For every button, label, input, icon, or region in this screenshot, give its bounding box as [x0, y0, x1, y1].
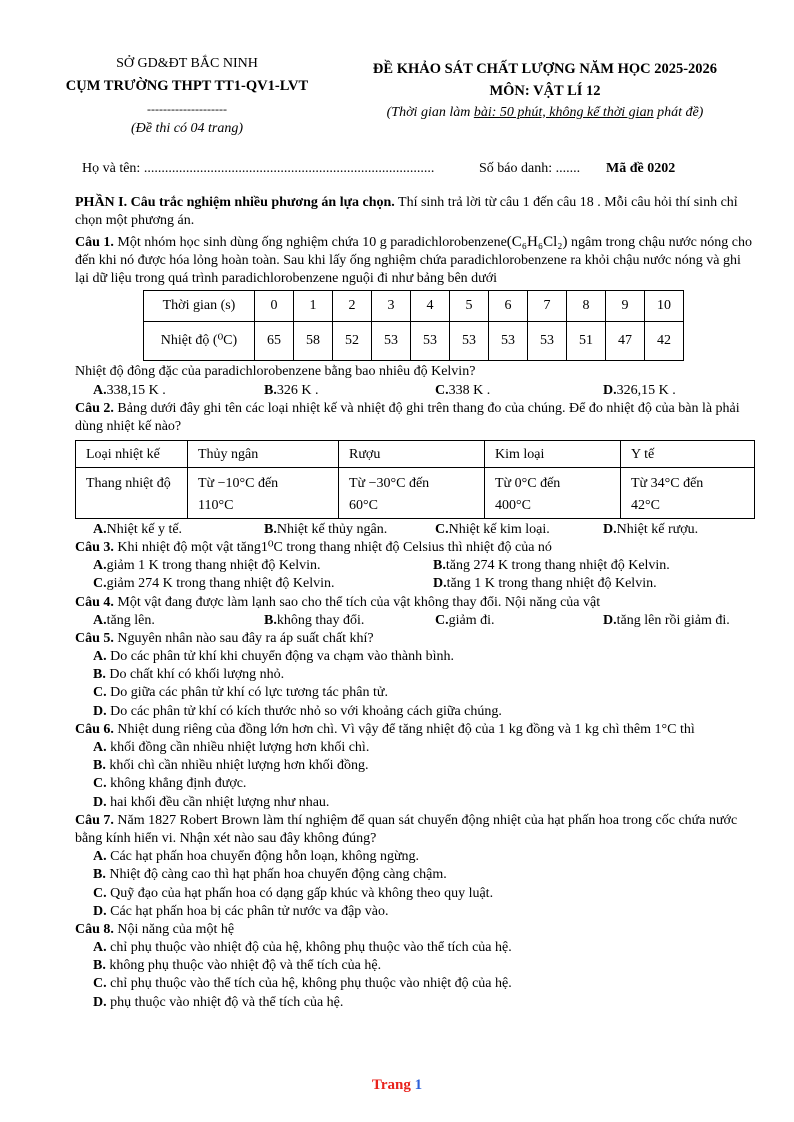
range-to: 110°C [198, 497, 234, 513]
option-text: Các hạt phấn hoa chuyển động hỗn loạn, không ngừng. [106, 849, 420, 865]
q2-range-cell [485, 468, 621, 518]
question-5 [75, 630, 755, 648]
q1-options [75, 382, 755, 400]
option-text: không phụ thuộc vào nhiệt độ và thể tích của hệ. [105, 958, 382, 974]
option-text: 338,15 K . [106, 382, 166, 398]
q1-time-cell: 8 [567, 291, 606, 322]
q4-options [75, 612, 755, 630]
option-text: 326 K . [276, 382, 319, 398]
q3-option-a[interactable] [93, 557, 433, 575]
q3-text: Khi nhiệt độ một vật tăng1⁰C trong thang nhiệt độ Celsius thì nhiệt độ của nó [113, 539, 552, 555]
option-key: B. [93, 758, 106, 774]
range-from: Từ −30°C đến [349, 476, 430, 492]
q7-option-a[interactable] [75, 848, 755, 866]
q3-options-row1 [75, 557, 755, 575]
q1-option-b[interactable] [264, 382, 435, 400]
q1-temp-label: Nhiệt độ (⁰C) [144, 322, 255, 361]
option-key: A. [93, 740, 107, 755]
q2-range-label: Thang nhiệt độ [76, 468, 188, 518]
option-text: giảm 274 K trong thang nhiệt độ Kelvin. [106, 576, 335, 592]
option-key: C. [93, 685, 107, 701]
option-key: A. [93, 849, 107, 865]
name-field: Họ và tên: ................................................................................... [82, 161, 435, 176]
q2-number: Câu 2. [75, 400, 114, 416]
q2-header-cell: Rượu [339, 441, 485, 468]
q1-time-cell: 4 [411, 291, 450, 322]
option-key: C. [435, 521, 449, 537]
q1-time-cell: 10 [645, 291, 684, 322]
range-to: 42°C [631, 497, 660, 513]
option-key: A. [93, 940, 107, 956]
option-key: B. [433, 558, 446, 574]
q6-option-a[interactable] [75, 739, 755, 757]
option-text: tăng 274 K trong thang nhiệt độ Kelvin. [445, 558, 670, 574]
q1-time-cell: 6 [489, 291, 528, 322]
option-key: C. [93, 776, 107, 792]
option-key: D. [603, 521, 617, 537]
question-2 [75, 400, 755, 436]
q1-temp-cell: 51 [567, 322, 606, 361]
option-text: chỉ phụ thuộc vào thể tích của hệ, không phụ thuộc vào nhiệt độ của hệ. [106, 976, 512, 992]
q3-option-c[interactable] [93, 575, 433, 593]
pages-note: (Đề thi có 04 trang) [131, 120, 243, 136]
exam-body [75, 160, 755, 1012]
q2-header-cell: Loại nhiệt kế [76, 441, 188, 468]
student-info [75, 160, 755, 178]
option-text: không khẳng định được. [106, 776, 247, 792]
option-key: C. [435, 612, 449, 628]
option-key: D. [93, 994, 107, 1010]
option-text: Nhiệt độ càng cao thì hạt phấn hoa chuyển động càng chậm. [105, 867, 447, 883]
q3-option-b[interactable] [433, 557, 670, 575]
page-footer [0, 1076, 794, 1096]
q3-number: Câu 3. [75, 539, 114, 555]
q2-option-b[interactable] [264, 521, 435, 539]
option-text: Nhiệt kế y tế. [106, 521, 183, 537]
q1-temp-cell: 58 [294, 322, 333, 361]
q4-option-a[interactable] [93, 612, 264, 630]
q5-text: Nguyên nhân nào sau đây ra áp suất chất khí? [113, 630, 374, 646]
q2-range-cell [188, 468, 339, 518]
q1-option-d[interactable] [603, 382, 676, 400]
option-text: Do giữa các phân tử khí có lực tương tác phân tử. [106, 685, 388, 701]
part1-intro [75, 194, 755, 230]
q1-temp-cell: 53 [450, 322, 489, 361]
q1-temp-cell: 42 [645, 322, 684, 361]
option-key: B. [264, 521, 277, 537]
option-key: B. [264, 382, 277, 398]
option-text: khối đồng cần nhiều nhiệt lượng hơn khối chì. [106, 740, 370, 755]
time-note [340, 104, 750, 122]
q1-temp-cell: 53 [411, 322, 450, 361]
option-key: D. [93, 703, 107, 719]
q7-option-c[interactable] [75, 885, 755, 903]
q1-temp-cell: 53 [489, 322, 528, 361]
option-text: giảm 1 K trong thang nhiệt độ Kelvin. [106, 558, 321, 574]
q2-options [75, 521, 755, 539]
q7-option-b[interactable] [75, 866, 755, 884]
q1-time-cell: 3 [372, 291, 411, 322]
time-note-pre: (Thời gian làm [386, 104, 474, 120]
q2-header-cell: Thủy ngân [188, 441, 339, 468]
option-key: B. [93, 667, 106, 683]
school-name: CỤM TRƯỜNG THPT TT1-QV1-LVT [65, 78, 309, 95]
exam-code: Mã đề 0202 [606, 161, 676, 176]
q1-time-row [144, 291, 684, 322]
option-key: B. [264, 612, 277, 628]
option-key: A. [93, 612, 107, 628]
q2-option-c[interactable] [435, 521, 603, 539]
range-from: Từ 0°C đến [495, 476, 561, 492]
header-right [340, 60, 750, 122]
option-text: tăng 1 K trong thang nhiệt độ Kelvin. [446, 576, 657, 592]
option-key: D. [93, 903, 107, 919]
q6-number: Câu 6. [75, 721, 114, 737]
q1-time-cell: 1 [294, 291, 333, 322]
q1-formula: (C₆H₆Cl₂) [506, 233, 568, 250]
option-key: B. [93, 867, 106, 883]
option-text: chỉ phụ thuộc vào nhiệt độ của hệ, không phụ thuộc vào thể tích của hệ. [106, 940, 512, 956]
q8-number: Câu 8. [75, 921, 114, 937]
option-key: A. [93, 558, 107, 574]
header-divider: -------------------- [147, 102, 227, 117]
q3-options-row2 [75, 575, 755, 593]
option-text: Nhiệt kế kim loại. [448, 521, 550, 537]
q6-text: Nhiệt dung riêng của đồng lớn hơn chì. Vì vậy để tăng nhiệt độ của 1 kg đồng và 1 kg chì thêm 1°C thì [113, 721, 695, 737]
q7-number: Câu 7. [75, 812, 114, 828]
option-key: C. [93, 885, 107, 901]
q3-option-d[interactable] [433, 575, 657, 593]
option-key: A. [93, 382, 107, 398]
q8-option-a[interactable] [75, 939, 755, 957]
q2-header-cell: Y tế [621, 441, 755, 468]
question-8 [75, 921, 755, 939]
q1-temp-cell: 52 [333, 322, 372, 361]
q5-option-b[interactable] [75, 666, 755, 684]
question-4 [75, 594, 755, 612]
q1-option-c[interactable] [435, 382, 603, 400]
option-key: C. [435, 382, 449, 398]
header-left [52, 55, 322, 138]
option-text: giảm đi. [448, 612, 495, 628]
option-text: 326,15 K . [616, 382, 676, 398]
option-key: C. [93, 976, 107, 992]
q8-option-d[interactable] [75, 994, 755, 1012]
q1-temp-cell: 53 [528, 322, 567, 361]
question-6 [75, 721, 755, 739]
q2-option-d[interactable] [603, 521, 698, 539]
option-text: phụ thuộc vào nhiệt độ và thể tích của hệ. [106, 994, 344, 1010]
option-key: D. [93, 794, 107, 810]
question-3 [75, 539, 755, 557]
part1-desc: Thí sinh trả lời từ câu 1 đến câu 18 . Mỗi câu hỏi thí sinh chỉ chọn một phương án. [75, 195, 738, 229]
exam-title: ĐỀ KHẢO SÁT CHẤT LƯỢNG NĂM HỌC 2025-2026 [372, 61, 718, 77]
q7-text: Năm 1827 Robert Brown làm thí nghiệm để quan sát chuyển động nhiệt của hạt phấn hoa trong cốc chứa nước bằng kính hiển vi. Nhận xét nào sau đây không đúng? [75, 812, 738, 846]
option-key: D. [603, 612, 617, 628]
option-key: C. [93, 576, 107, 592]
q5-option-d[interactable] [75, 703, 755, 721]
option-text: hai khối đều cần nhiệt lượng như nhau. [106, 794, 330, 810]
option-key: B. [93, 958, 106, 974]
option-text: Các hạt phấn hoa bị các phân tử nước va đập vào. [106, 903, 389, 919]
q2-table [75, 440, 755, 519]
q7-option-d[interactable] [75, 903, 755, 921]
subject-title: MÔN: VẬT LÍ 12 [489, 82, 601, 99]
option-text: Nhiệt kế thủy ngân. [276, 521, 388, 537]
q8-option-c[interactable] [75, 975, 755, 993]
q4-number: Câu 4. [75, 594, 114, 610]
option-text: không thay đổi. [276, 612, 365, 628]
q2-range-row [76, 468, 755, 518]
option-text: khối chì cần nhiều nhiệt lượng hơn khối đồng. [105, 758, 369, 774]
q1-number: Câu 1. [75, 234, 114, 250]
footer-label: Trang [371, 1077, 411, 1093]
part1-title: PHẦN I. Câu trắc nghiệm nhiều phương án lựa chọn. [75, 195, 395, 211]
option-key: A. [93, 521, 107, 537]
q1-temp-cell: 47 [606, 322, 645, 361]
q2-option-a[interactable] [93, 521, 264, 539]
q6-option-c[interactable] [75, 775, 755, 793]
option-key: D. [603, 382, 617, 398]
range-to: 60°C [349, 497, 378, 513]
q4-option-c[interactable] [435, 612, 603, 630]
q1-text-a: Một nhóm học sinh dùng ống nghiệm chứa 10 g paradichlorobenzene [113, 234, 507, 250]
option-text: tăng lên. [106, 612, 155, 628]
page-number: 1 [414, 1077, 423, 1093]
q2-header-cell: Kim loại [485, 441, 621, 468]
q2-range-cell [339, 468, 485, 518]
option-text: Quỹ đạo của hạt phấn hoa có dạng gấp khúc và không theo quy luật. [106, 885, 494, 901]
q2-range-cell [621, 468, 755, 518]
q1-text-b: ngâm trong chậu nước nóng cho đến khi nó được hóa lỏng hoàn toàn. Sau khi lấy ống nghiệm chứa paradichlorobenzene ra khỏi chậu nước nóng và ghi lại dữ liệu trong quá trình paradichlorobenzene nguội đi như bảng bên dưới [75, 234, 753, 287]
q6-option-b[interactable] [75, 757, 755, 775]
q1-time-cell: 2 [333, 291, 372, 322]
option-key: D. [433, 576, 447, 592]
option-text: Do các phân tử khí khi chuyển động va chạm vào thành bình. [106, 649, 455, 665]
range-from: Từ −10°C đến [198, 476, 279, 492]
q4-option-d[interactable] [603, 612, 730, 630]
q6-option-d[interactable] [75, 794, 755, 812]
q1-temp-cell: 53 [372, 322, 411, 361]
q8-text: Nội năng của một hệ [113, 921, 235, 937]
range-to: 400°C [495, 497, 531, 513]
time-note-post: phát đề) [653, 104, 704, 120]
option-text: Do các phân tử khí có kích thước nhỏ so với khoảng cách giữa chúng. [106, 703, 502, 719]
q1-option-a[interactable] [93, 382, 264, 400]
option-text: 338 K . [448, 382, 491, 398]
q1-time-cell: 5 [450, 291, 489, 322]
option-text: tăng lên rồi giảm đi. [616, 612, 730, 628]
q1-time-cell: 9 [606, 291, 645, 322]
q1-question: Nhiệt độ đông đặc của paradichlorobenzene bằng bao nhiêu độ Kelvin? [75, 364, 476, 380]
q2-header-row [76, 441, 755, 468]
q1-temp-cell: 65 [255, 322, 294, 361]
q5-number: Câu 5. [75, 630, 114, 646]
option-key: A. [93, 649, 107, 665]
sbd-field: Số báo danh: ....... [479, 161, 581, 176]
range-from: Từ 34°C đến [631, 476, 704, 492]
dept-name: SỞ GD&ĐT BẮC NINH [116, 56, 258, 71]
q4-option-b[interactable] [264, 612, 435, 630]
q1-table [143, 290, 684, 361]
q1-time-cell: 7 [528, 291, 567, 322]
option-text: Do chất khí có khối lượng nhỏ. [105, 667, 285, 683]
question-1 [75, 233, 755, 289]
q1-time-cell: 0 [255, 291, 294, 322]
time-note-underlined: bài: 50 phút, không kể thời gian [473, 104, 654, 120]
q8-option-b[interactable] [75, 957, 755, 975]
q5-option-c[interactable] [75, 684, 755, 702]
q5-option-a[interactable] [75, 648, 755, 666]
option-text: Nhiệt kế rượu. [616, 521, 699, 537]
q2-text: Bảng dưới đây ghi tên các loại nhiệt kế và nhiệt độ ghi trên thang đo của chúng. Để đo nhiệt độ của bàn là phải dùng nhiệt kế nào? [75, 400, 740, 434]
q1-time-label: Thời gian (s) [144, 291, 255, 322]
question-7 [75, 812, 755, 848]
q4-text: Một vật đang được làm lạnh sao cho thể tích của vật không thay đổi. Nội năng của vật [113, 594, 601, 610]
q1-temp-row [144, 322, 684, 361]
